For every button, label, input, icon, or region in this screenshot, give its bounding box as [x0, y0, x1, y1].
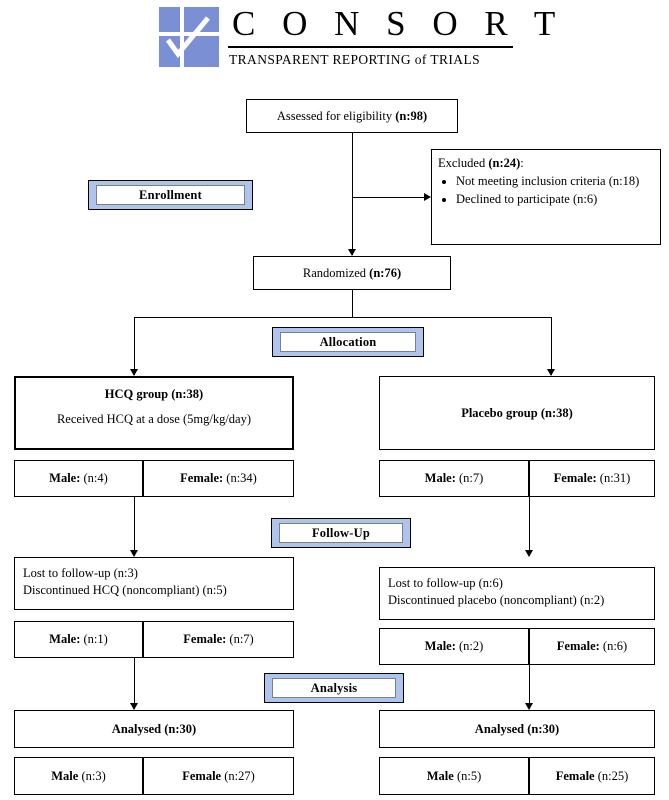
plc-an-female-label: Female	[555, 768, 595, 783]
excluded-colon: :	[520, 156, 524, 170]
arrowhead-placebo-analysis	[525, 703, 533, 710]
excluded-title: Excluded	[438, 156, 489, 170]
node-hcq-followup	[14, 557, 294, 610]
hcq-analysed-count: (n:30)	[164, 721, 197, 736]
hcq-an-male-value: (n:3)	[78, 768, 106, 783]
assessed-label: Assessed for eligibility	[276, 108, 396, 123]
plc-fu-female-value: (n:6)	[599, 639, 628, 653]
arrowhead-hcq-analysis	[130, 703, 138, 710]
node-hcq-followup-male	[14, 621, 143, 658]
assessed-count: (n:98)	[395, 108, 428, 123]
hcq-fu-male-value: (n:1)	[80, 632, 108, 646]
connector-placebo-to-followup	[529, 497, 530, 556]
node-placebo-analysed	[379, 710, 655, 748]
node-randomized	[253, 256, 451, 290]
placebo-group-title: Placebo group	[461, 405, 541, 420]
hcq-group-detail: Received HCQ at a dose (5mg/kg/day)	[56, 411, 252, 426]
connector-to-placebo-group	[551, 317, 552, 375]
hcq-analysed-label: Analysed	[111, 721, 165, 736]
plc-alloc-female-value: (n:31)	[596, 471, 631, 485]
plc-fu-male-value: (n:2)	[455, 639, 484, 653]
node-placebo-followup	[379, 567, 655, 620]
plc-an-male-label: Male	[426, 768, 454, 783]
header-divider	[228, 46, 513, 48]
node-hcq-group	[14, 376, 294, 450]
hcq-followup-line1: Lost to follow-up (n:3)	[23, 566, 138, 580]
plc-followup-line2: Discontinued placebo (noncompliant) (n:2)	[388, 592, 605, 607]
arrowhead-randomized	[348, 249, 356, 256]
node-placebo-analysed-female	[529, 757, 655, 795]
arrowhead-excluded	[424, 193, 431, 201]
randomized-count: (n:76)	[369, 265, 402, 280]
excluded-count: (n:24)	[488, 156, 521, 170]
hcq-alloc-male-label: Male:	[49, 471, 81, 485]
plc-alloc-female-label: Female:	[553, 471, 597, 485]
consort-header	[0, 0, 669, 80]
hcq-an-male-label: Male	[51, 768, 79, 783]
hcq-an-female-label: Female	[182, 768, 222, 783]
plc-alloc-male-value: (n:7)	[455, 471, 484, 485]
node-excluded	[431, 149, 661, 245]
plc-analysed-count: (n:30)	[527, 721, 560, 736]
stage-allocation	[272, 327, 424, 357]
hcq-an-female-value: (n:27)	[221, 768, 255, 783]
plc-analysed-label: Analysed	[474, 721, 528, 736]
plc-fu-female-label: Female:	[556, 639, 600, 653]
hcq-group-title: HCQ group	[104, 387, 172, 401]
list-item: • Not meeting inclusion criteria (n:18)	[456, 173, 654, 190]
randomized-label: Randomized	[302, 265, 370, 280]
node-hcq-allocation-female	[143, 460, 294, 497]
node-placebo-followup-male	[379, 628, 529, 665]
hcq-fu-female-value: (n:7)	[226, 632, 254, 646]
node-assessed-for-eligibility	[246, 99, 458, 133]
consort-tagline: TRANSPARENT REPORTING of TRIALS	[229, 52, 480, 67]
arrowhead-hcq-group	[130, 369, 138, 376]
node-placebo-allocation-male	[379, 460, 529, 497]
hcq-fu-male-label: Male:	[49, 632, 81, 646]
node-hcq-followup-female	[143, 621, 294, 658]
arrowhead-placebo-followup	[525, 550, 533, 557]
node-placebo-allocation-female	[529, 460, 655, 497]
connector-assessed-to-randomized	[352, 133, 353, 255]
hcq-alloc-female-value: (n:34)	[223, 471, 257, 485]
stage-enrollment	[88, 180, 253, 210]
plc-an-female-value: (n:25)	[594, 768, 629, 783]
node-hcq-allocation-male	[14, 460, 143, 497]
hcq-fu-female-label: Female:	[183, 632, 227, 646]
connector-hcq-to-followup	[134, 497, 135, 556]
node-placebo-analysed-male	[379, 757, 529, 795]
connector-to-hcq-group	[134, 317, 135, 375]
hcq-alloc-female-label: Female:	[180, 471, 224, 485]
stage-allocation-label: Allocation	[280, 332, 416, 352]
node-placebo-group	[379, 376, 655, 450]
stage-followup-label: Follow-Up	[279, 523, 403, 543]
node-hcq-analysed-male	[14, 757, 143, 795]
plc-fu-male-label: Male:	[424, 639, 456, 653]
excluded-reason-list	[438, 173, 654, 208]
placebo-group-count: (n:38)	[540, 405, 573, 420]
plc-followup-line1: Lost to follow-up (n:6)	[388, 576, 503, 590]
stage-analysis	[264, 673, 404, 703]
node-hcq-analysed-female	[143, 757, 294, 795]
stage-analysis-label: Analysis	[272, 678, 396, 698]
node-hcq-analysed	[14, 710, 294, 748]
arrowhead-placebo-group	[547, 369, 555, 376]
connector-allocation-split	[134, 317, 552, 318]
consort-wordmark: C O N S O R T	[232, 4, 565, 43]
arrowhead-hcq-followup	[130, 550, 138, 557]
list-item: • Declined to participate (n:6)	[456, 191, 654, 208]
connector-to-excluded	[352, 197, 426, 198]
hcq-followup-line2: Discontinued HCQ (noncompliant) (n:5)	[23, 582, 227, 597]
stage-enrollment-label: Enrollment	[96, 185, 245, 205]
plc-an-male-value: (n:5)	[453, 768, 482, 783]
node-placebo-followup-female	[529, 628, 655, 665]
connector-hcq-to-analysis	[134, 658, 135, 709]
connector-randomized-stem	[352, 290, 353, 317]
consort-checkmark-logo-icon	[158, 6, 220, 68]
plc-alloc-male-label: Male:	[424, 471, 456, 485]
hcq-group-count: (n:38)	[171, 387, 204, 401]
hcq-alloc-male-value: (n:4)	[80, 471, 108, 485]
stage-followup	[271, 518, 411, 548]
